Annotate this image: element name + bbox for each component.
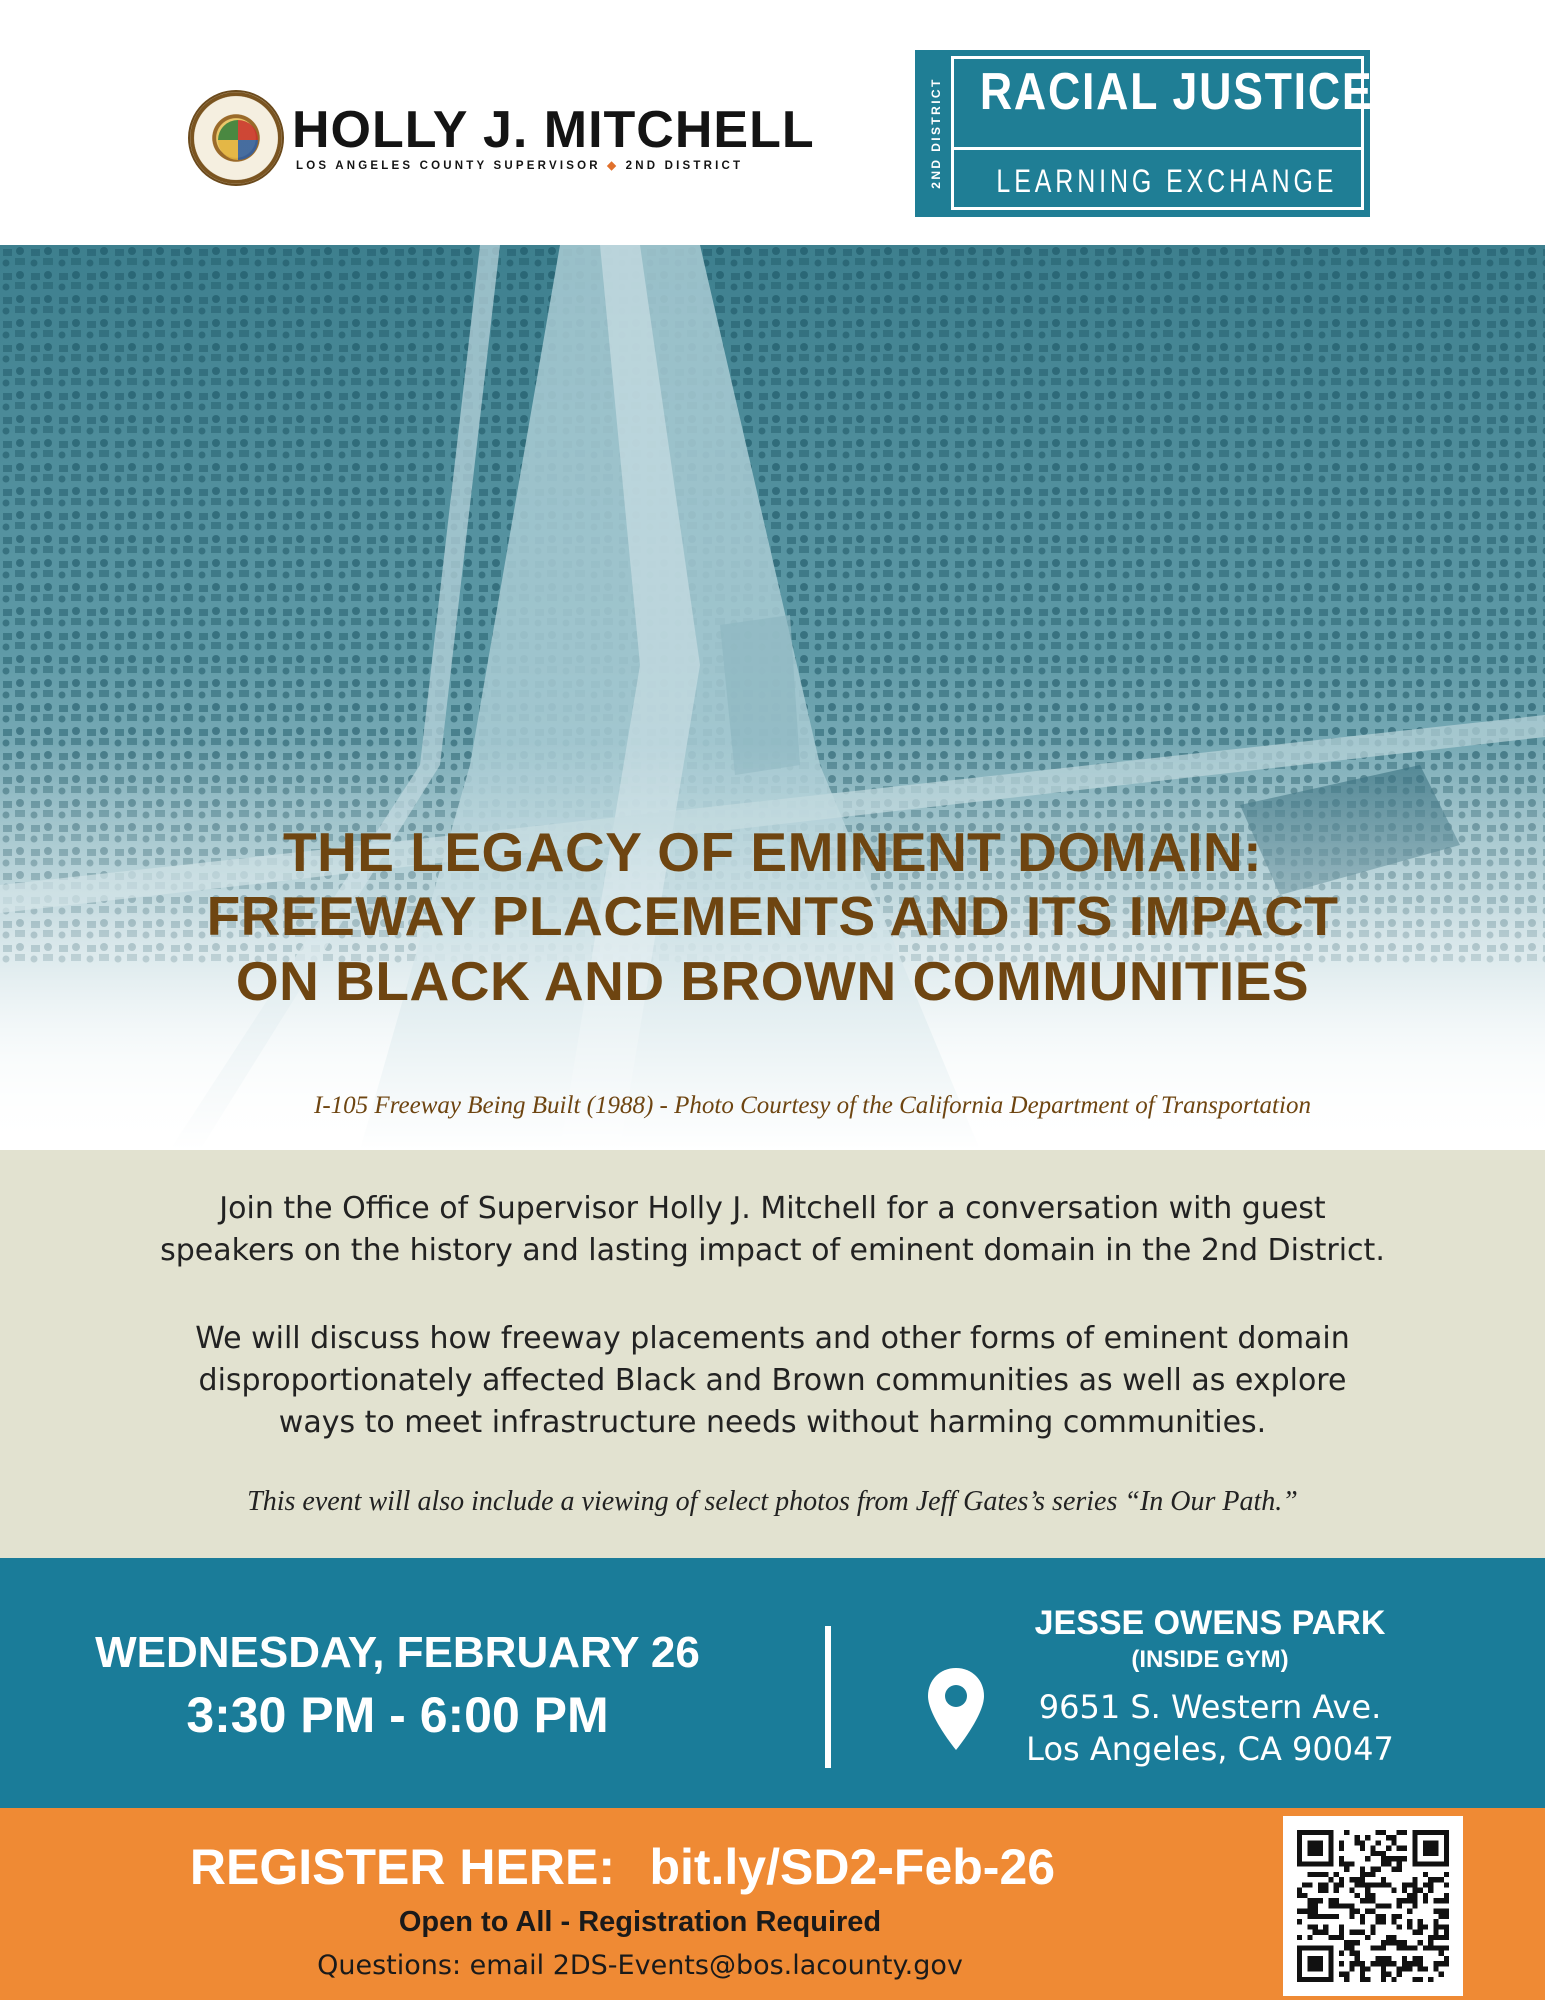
venue-name: JESSE OWENS PARK	[1034, 1604, 1386, 1642]
event-time: 3:30 PM - 6:00 PM	[186, 1687, 609, 1743]
map-pin-icon	[925, 1666, 987, 1752]
event-date: WEDNESDAY, FEBRUARY 26	[95, 1628, 700, 1677]
paragraph-line: ways to meet infrastructure needs without harming communities.	[278, 1405, 1267, 1440]
description-paragraph-1	[0, 1188, 1545, 1272]
paragraph-line: disproportionately affected Black and Brown communities as well as explore	[198, 1363, 1347, 1398]
description-section	[0, 1150, 1545, 1558]
qr-code-icon[interactable]	[1283, 1816, 1463, 1996]
header	[0, 0, 1545, 245]
register-line	[0, 1838, 1245, 1896]
rj-subtitle: LEARNING EXCHANGE	[996, 163, 1338, 199]
county-seal-icon	[188, 90, 284, 186]
rj-logo-divider	[951, 147, 1364, 150]
venue-address-street: 9651 S. Western Ave.	[1038, 1688, 1382, 1726]
district-label: 2ND DISTRICT	[625, 160, 744, 172]
event-title	[0, 820, 1545, 1013]
venue-location-note: (INSIDE GYM)	[1131, 1646, 1289, 1673]
registration-section	[0, 1808, 1545, 2000]
rj-vertical-label: 2ND DISTRICT	[929, 77, 943, 189]
event-details-section	[0, 1558, 1545, 1808]
diamond-separator-icon: ◆	[607, 160, 620, 172]
photo-caption: I-105 Freeway Being Built (1988) - Photo Courtesy of the California Department of Transportation	[314, 1092, 1311, 1119]
hero-photo-section	[0, 245, 1545, 1150]
supervisor-subtitle	[296, 158, 743, 172]
title-line: THE LEGACY OF EMINENT DOMAIN:	[282, 821, 1263, 883]
paragraph-line: Join the Office of Supervisor Holly J. Mitchell for a conversation with guest	[219, 1191, 1326, 1226]
rj-title: RACIAL JUSTICE	[979, 63, 1374, 121]
questions-contact: Questions: email 2DS-Events@bos.lacounty.gov	[317, 1950, 963, 1981]
venue-address-city: Los Angeles, CA 90047	[1026, 1730, 1394, 1768]
title-line: ON BLACK AND BROWN COMMUNITIES	[235, 949, 1310, 1012]
paragraph-line: speakers on the history and lasting impact of eminent domain in the 2nd District.	[160, 1233, 1385, 1268]
supervisor-title: LOS ANGELES COUNTY SUPERVISOR	[296, 160, 601, 172]
vertical-divider	[825, 1626, 831, 1768]
register-link[interactable]: bit.ly/SD2-Feb-26	[649, 1839, 1056, 1895]
description-paragraph-2	[0, 1318, 1545, 1444]
supervisor-name: HOLLY J. MITCHELL	[292, 101, 815, 159]
title-line: FREEWAY PLACEMENTS AND ITS IMPACT	[206, 885, 1339, 948]
registration-note: Open to All - Registration Required	[398, 1906, 882, 1938]
paragraph-line: We will discuss how freeway placements and other forms of eminent domain	[195, 1321, 1350, 1356]
register-label: REGISTER HERE:	[189, 1839, 615, 1895]
photo-viewing-note: This event will also include a viewing of select photos from Jeff Gates’s series “In Our Path.”	[247, 1486, 1298, 1517]
aerial-freeway-photo	[0, 245, 1545, 1150]
